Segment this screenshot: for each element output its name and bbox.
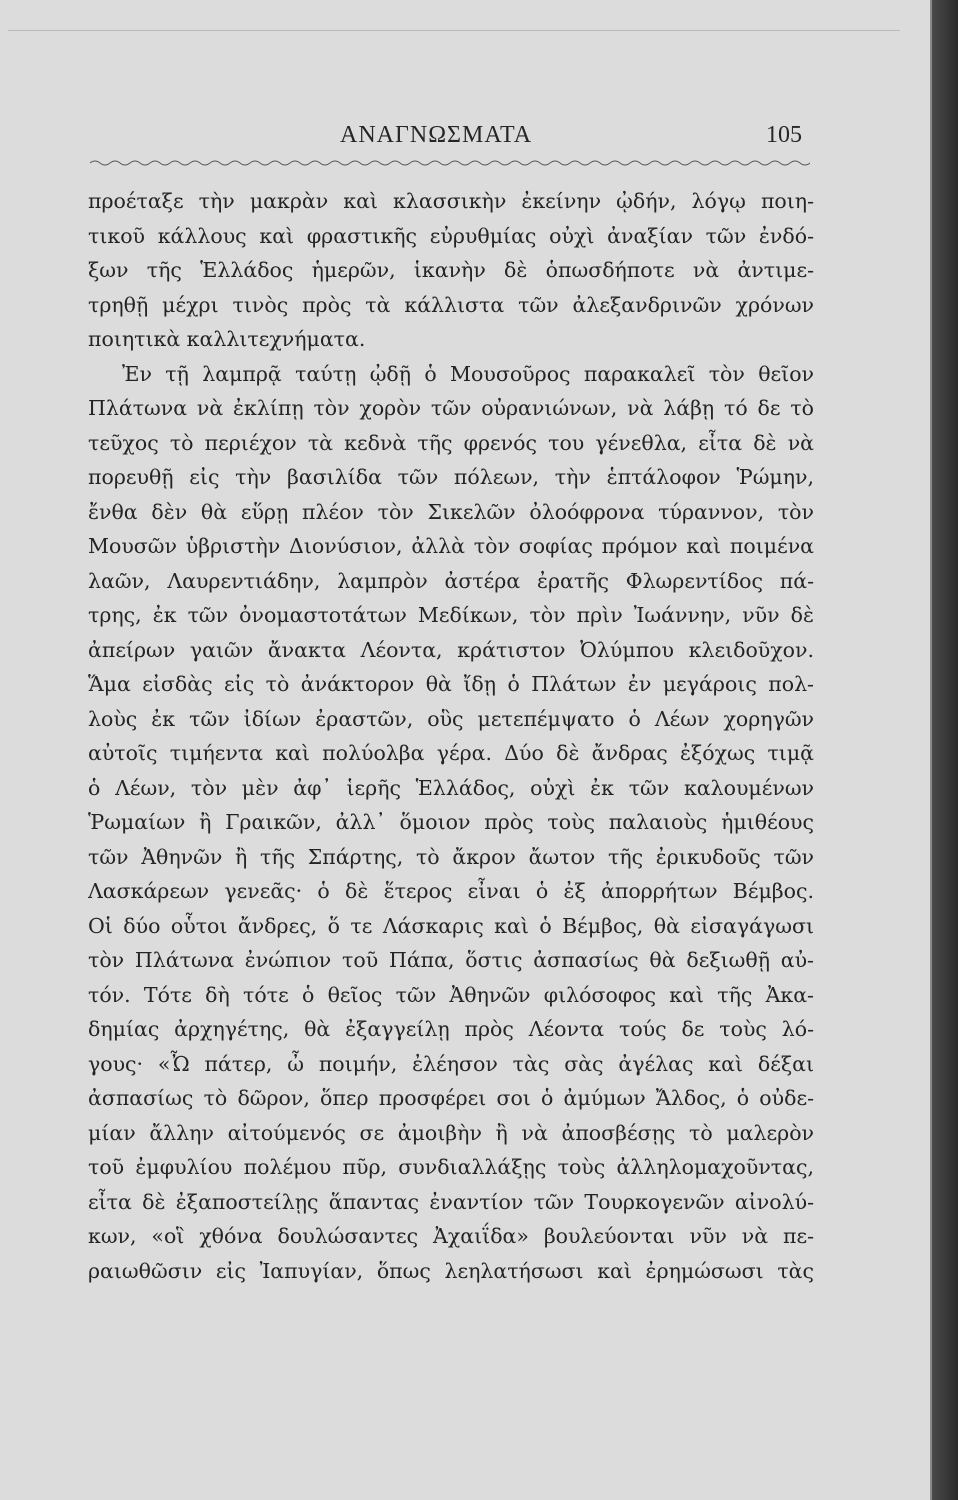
- text-line: πορευθῇ εἰς τὴν βασιλίδα τῶν πόλεων, τὴν ἑπτάλοφον Ῥώμην,: [88, 465, 814, 489]
- text-line: δημίας ἀρχηγέτης, θὰ ἐξαγγείλῃ πρὸς Λέοντα τούς δε τοὺς λό-: [88, 1017, 814, 1041]
- text-line: τῶν Ἀθηνῶν ἢ τῆς Σπάρτης, τὸ ἄκρον ἄωτον τῆς ἐρικυδοῦς τῶν: [88, 844, 814, 869]
- text-line: Ἅμα εἰσδὰς εἰς τὸ ἀνάκτορον θὰ ἴδῃ ὁ Πλάτων ἐν μεγάροις πολ-: [88, 672, 814, 696]
- text-line: εἶτα δὲ ἐξαποστείλῃς ἅπαντας ἐναντίον τῶν Τουρκογενῶν αἰνολύ-: [88, 1189, 814, 1214]
- text-line: ὁ Λέων, τὸν μὲν ἀφ᾽ ἱερῆς Ἑλλάδος, οὐχὶ ἐκ τῶν καλουμένων: [88, 775, 814, 800]
- text-line: κων, «οἳ χθόνα δουλώσαντες Ἀχαιΐδα» βουλεύονται νῦν νὰ πε-: [88, 1224, 814, 1248]
- text-line: λοὺς ἐκ τῶν ἰδίων ἐραστῶν, οὓς μετεπέμψατο ὁ Λέων χορηγῶν: [88, 706, 814, 731]
- text-line: προέταξε τὴν μακρὰν καὶ κλασσικὴν ἐκείνην ᾠδήν, λόγῳ ποιη-: [88, 189, 814, 213]
- text-line: ραιωθῶσιν εἰς Ἰαπυγίαν, ὅπως λεηλατήσωσι καὶ ἐρημώσωσι τὰς: [88, 1258, 814, 1283]
- text-line: Μουσῶν ὑβριστὴν Διονύσιον, ἀλλὰ τὸν σοφίας πρόμον καὶ ποιμένα: [88, 534, 814, 558]
- text-line: ἀσπασίως τὸ δῶρον, ὅπερ προσφέρει σοι ὁ ἀμύμων Ἄλδος, ὁ οὐδε-: [88, 1086, 814, 1110]
- text-line: τικοῦ κάλλους καὶ φραστικῆς εὐρυθμίας οὐχὶ ἀναξίαν τῶν ἐνδό-: [88, 223, 814, 248]
- text-line: γους· «Ὦ πάτερ, ὦ ποιμήν, ἐλέησον τὰς σὰς ἀγέλας καὶ δέξαι: [88, 1051, 814, 1076]
- ornamental-rule: [90, 158, 810, 168]
- text-line: λαῶν, Λαυρεντιάδην, λαμπρὸν ἀστέρα ἐρατῆς Φλωρεντίδος πά-: [88, 568, 814, 593]
- text-line: αὐτοῖς τιμήεντα καὶ πολύολβα γέρα. Δύο δὲ ἄνδρας ἐξόχως τιμᾷ: [88, 741, 814, 765]
- page-number: 105: [766, 122, 802, 148]
- text-line: ἀπείρων γαιῶν ἄνακτα Λέοντα, κράτιστον Ὀλύμπου κλειδοῦχον.: [88, 637, 814, 662]
- text-line: ξων τῆς Ἑλλάδος ἡμερῶν, ἱκανὴν δὲ ὁπωσδήποτε νὰ ἀντιμε-: [88, 258, 814, 282]
- page-fold-line: [8, 30, 900, 31]
- text-line: ποιητικὰ καλλιτεχνήματα.: [88, 327, 366, 351]
- text-line: τὸν Πλάτωνα ἐνώπιον τοῦ Πάπα, ὅστις ἀσπασίως θὰ δεξιωθῇ αὐ-: [88, 948, 814, 972]
- text-line: τρης, ἐκ τῶν ὀνομαστοτάτων Μεδίκων, τὸν πρὶν Ἰωάννην, νῦν δὲ: [88, 603, 814, 627]
- text-line: Λασκάρεων γενεᾶς· ὁ δὲ ἕτερος εἶναι ὁ ἐξ ἀπορρήτων Βέμβος.: [88, 879, 814, 903]
- running-title: ΑΝΑΓΝΩΣΜΑΤΑ: [340, 122, 533, 148]
- text-line: μίαν ἄλλην αἰτούμενός σε ἀμοιβὴν ἢ νὰ ἀποσβέσῃς τὸ μαλερὸν: [88, 1120, 814, 1145]
- text-line: Ἐν τῇ λαμπρᾷ ταύτῃ ᾠδῇ ὁ Μουσοῦρος παρακαλεῖ τὸν θεῖον: [122, 361, 814, 386]
- text-line: ἔνθα δὲν θὰ εὕρῃ πλέον τὸν Σικελῶν ὀλοόφρονα τύραννον, τὸν: [88, 499, 814, 524]
- book-edge: [932, 0, 958, 1500]
- text-line: Πλάτωνα νὰ ἐκλίπῃ τὸν χορὸν τῶν οὐρανιώνων, νὰ λάβῃ τό δε τὸ: [88, 396, 814, 420]
- text-line: τρηθῇ μέχρι τινὸς πρὸς τὰ κάλλιστα τῶν ἀλεξανδρινῶν χρόνων: [88, 292, 814, 317]
- text-line: τοῦ ἐμφυλίου πολέμου πῦρ, συνδιαλλάξῃς τοὺς ἀλληλομαχοῦντας,: [88, 1155, 814, 1179]
- text-line: τεῦχος τὸ περιέχον τὰ κεδνὰ τῆς φρενός του γένεθλα, εἶτα δὲ νὰ: [88, 430, 814, 455]
- text-line: Ῥωμαίων ἢ Γραικῶν, ἀλλ᾽ ὅμοιον πρὸς τοὺς παλαιοὺς ἡμιθέους: [88, 810, 814, 834]
- text-line: τόν. Τότε δὴ τότε ὁ θεῖος τῶν Ἀθηνῶν φιλόσοφος καὶ τῆς Ἀκα-: [88, 982, 814, 1007]
- running-head: [90, 122, 810, 158]
- body-text: [88, 184, 814, 1288]
- wavy-rule-icon: [90, 158, 810, 168]
- text-line: Οἱ δύο οὗτοι ἄνδρες, ὅ τε Λάσκαρις καὶ ὁ Βέμβος, θὰ εἰσαγάγωσι: [88, 913, 814, 938]
